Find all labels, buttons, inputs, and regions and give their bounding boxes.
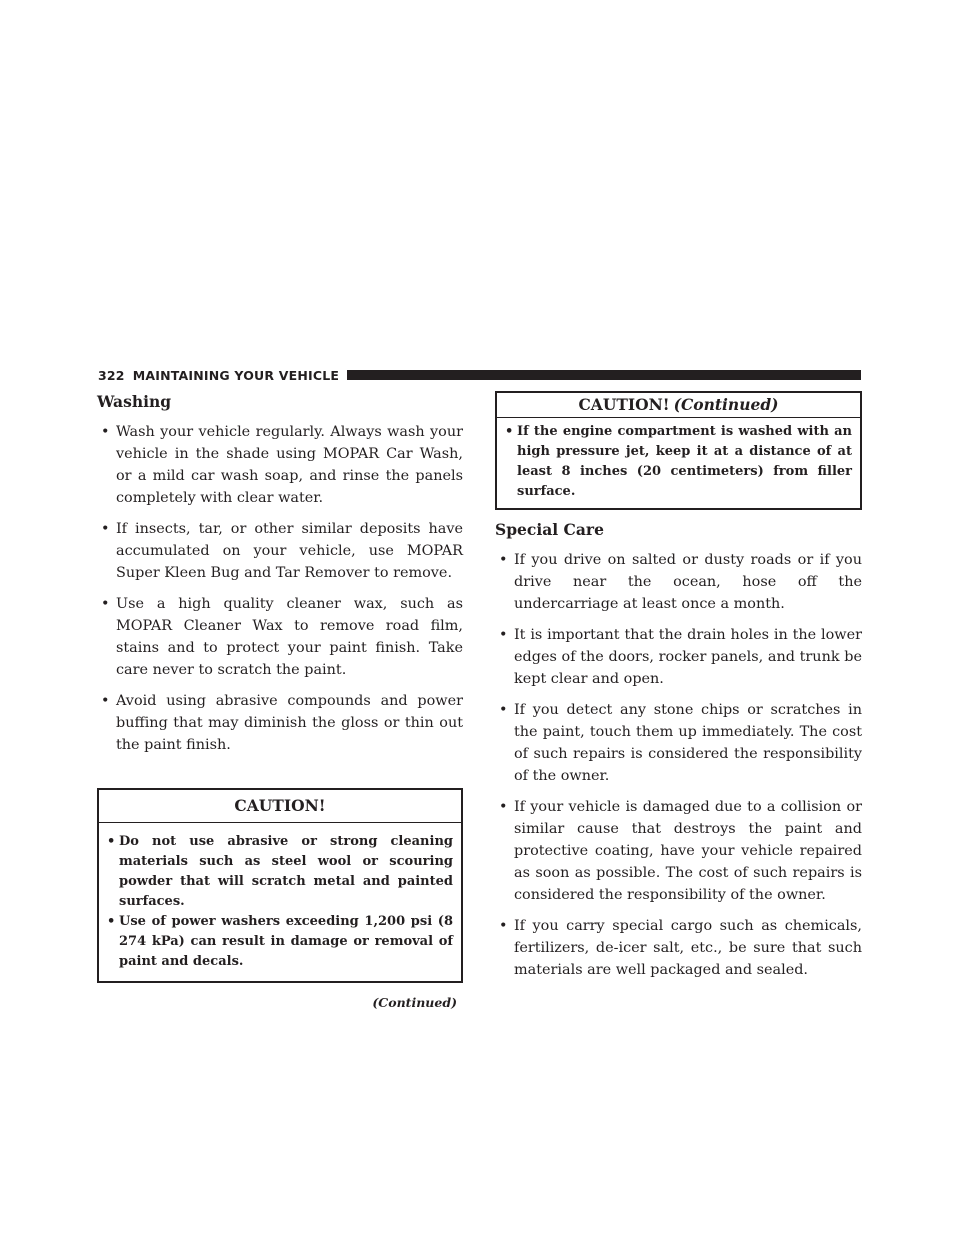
section-title: MAINTAINING YOUR VEHICLE (132, 367, 340, 383)
bullet-icon: • (499, 552, 508, 568)
list-item: • Avoid using abrasive compounds and power buffing that may diminish the gloss or thin out the paint finish. (97, 690, 463, 756)
bullet-icon: • (499, 627, 508, 643)
bullet-icon: • (499, 799, 508, 815)
caution-item: • Use of power washers exceeding 1,200 psi (8 274 kPa) can result in damage or removal of paint and decals. (107, 914, 453, 969)
bullet-icon: • (505, 424, 514, 439)
caution-box (97, 788, 463, 983)
caution-title: CAUTION! (99, 790, 461, 823)
page-header (98, 366, 861, 384)
bullet-icon: • (101, 693, 110, 709)
header-rule (347, 370, 861, 380)
right-column (495, 391, 862, 990)
list-item: • If insects, tar, or other similar deposits have accumulated on your vehicle, use MOPAR Super Kleen Bug and Tar Remover to remove. (97, 518, 463, 584)
caution-list (497, 418, 860, 508)
continued-note: (Continued) (372, 995, 457, 1010)
caution-box-continued (495, 391, 862, 510)
bullet-icon: • (101, 521, 110, 537)
special-care-heading: Special Care (495, 520, 604, 539)
washing-heading: Washing (97, 392, 172, 411)
list-item: • If you carry special cargo such as chemicals, fertilizers, de-icer salt, etc., be sure that such materials are well packaged and sealed. (495, 915, 862, 981)
list-item: • If your vehicle is damaged due to a collision or similar cause that destroys the paint and protective coating, have your vehicle repaired as soon as possible. The cost of such repairs is considered the responsibility of the owner. (495, 796, 862, 906)
list-item: • Use a high quality cleaner wax, such as MOPAR Cleaner Wax to remove road film, stains and to protect your paint finish. Take care never to scratch the paint. (97, 593, 463, 681)
bullet-icon: • (101, 424, 110, 440)
caution-item: • If the engine compartment is washed with an high pressure jet, keep it at a distance of at least 8 inches (20 centimeters) from filler surface. (505, 424, 852, 499)
list-item: • It is important that the drain holes in the lower edges of the doors, rocker panels, and trunk be kept clear and open. (495, 624, 862, 690)
special-care-list (495, 549, 862, 981)
caution-title: CAUTION! (Continued) (497, 393, 860, 418)
bullet-icon: • (101, 596, 110, 612)
page-number: 322 (98, 367, 125, 383)
bullet-icon: • (499, 702, 508, 718)
bullet-icon: • (499, 918, 508, 934)
bullet-icon: • (107, 914, 116, 929)
list-item: • If you detect any stone chips or scratches in the paint, touch them up immediately. The cost of such repairs is considered the responsibility of the owner. (495, 699, 862, 787)
list-item: • Wash your vehicle regularly. Always wash your vehicle in the shade using MOPAR Car Wash, or a mild car wash soap, and rinse the panels completely with clear water. (97, 421, 463, 509)
left-column (97, 391, 463, 1010)
washing-list (97, 421, 463, 756)
list-item: • If you drive on salted or dusty roads or if you drive near the ocean, hose off the undercarriage at least once a month. (495, 549, 862, 615)
caution-list (99, 823, 461, 981)
bullet-icon: • (107, 834, 116, 849)
caution-item: • Do not use abrasive or strong cleaning materials such as steel wool or scouring powder that will scratch metal and painted surfaces. (107, 834, 453, 909)
